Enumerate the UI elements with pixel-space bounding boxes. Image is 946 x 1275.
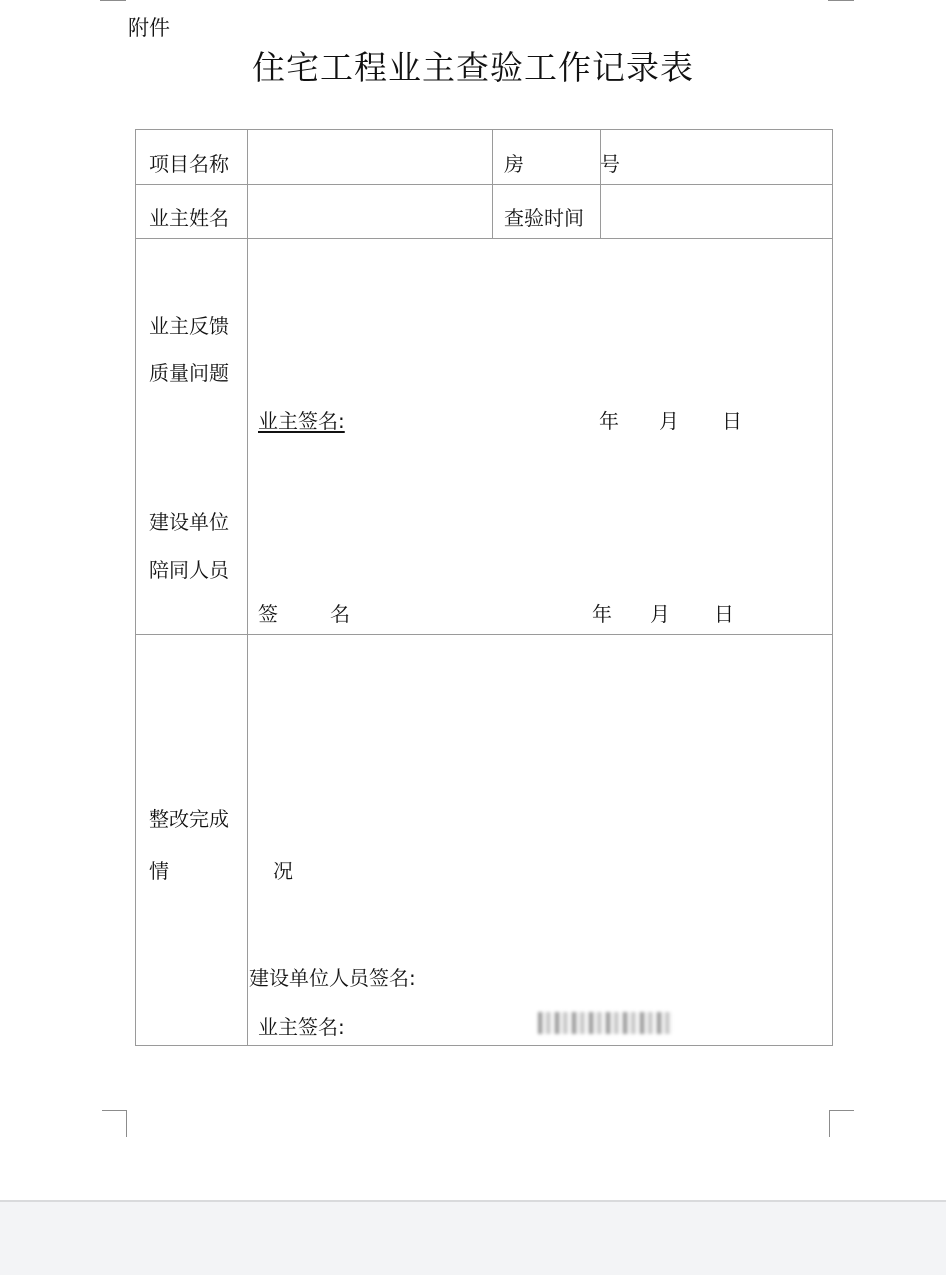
feedback-label-line2: 质量问题 [149,361,229,385]
attachment-label: 附件 [128,16,170,40]
owner-signature-label-2: 业主签名: [258,1015,345,1039]
date-year-2: 年 [592,602,612,626]
document-title: 住宅工程业主查验工作记录表 [252,48,694,87]
room-number-label: 房 号 [504,152,648,176]
blurred-signature-area [538,1012,672,1034]
date-day-1: 日 [722,409,742,433]
row-divider-3 [135,634,833,635]
project-name-label: 项目名称 [149,152,229,176]
signature-label: 签 名 [258,602,366,626]
corner-mark-top-right [828,0,854,1]
corner-mark-bottom-left [102,1110,127,1137]
builder-label-line1: 建设单位 [149,510,229,534]
owner-name-label: 业主姓名 [149,206,229,230]
inspection-time-label: 查验时间 [504,206,584,230]
rectification-label-line1: 整改完成 [149,807,229,831]
corner-mark-top-left [100,0,126,1]
row-divider-1 [135,184,833,185]
viewer-bottom-area [0,1200,946,1275]
rectification-label-line2: 情 况 [149,859,335,883]
value-column-divider-b [600,129,601,238]
date-day-2: 日 [714,602,734,626]
builder-staff-signature-label: 建设单位人员签名: [249,966,416,990]
date-year-1: 年 [599,409,619,433]
owner-signature-label: 业主签名: [258,409,345,433]
corner-mark-bottom-right [829,1110,854,1137]
feedback-label-line1: 业主反馈 [149,314,229,338]
date-month-1: 月 [659,409,679,433]
table-frame [135,129,833,1046]
row-divider-2 [135,238,833,239]
value-column-divider-a [492,129,493,238]
builder-label-line2: 陪同人员 [149,558,229,582]
label-column-divider [247,129,248,1046]
date-month-2: 月 [650,602,670,626]
